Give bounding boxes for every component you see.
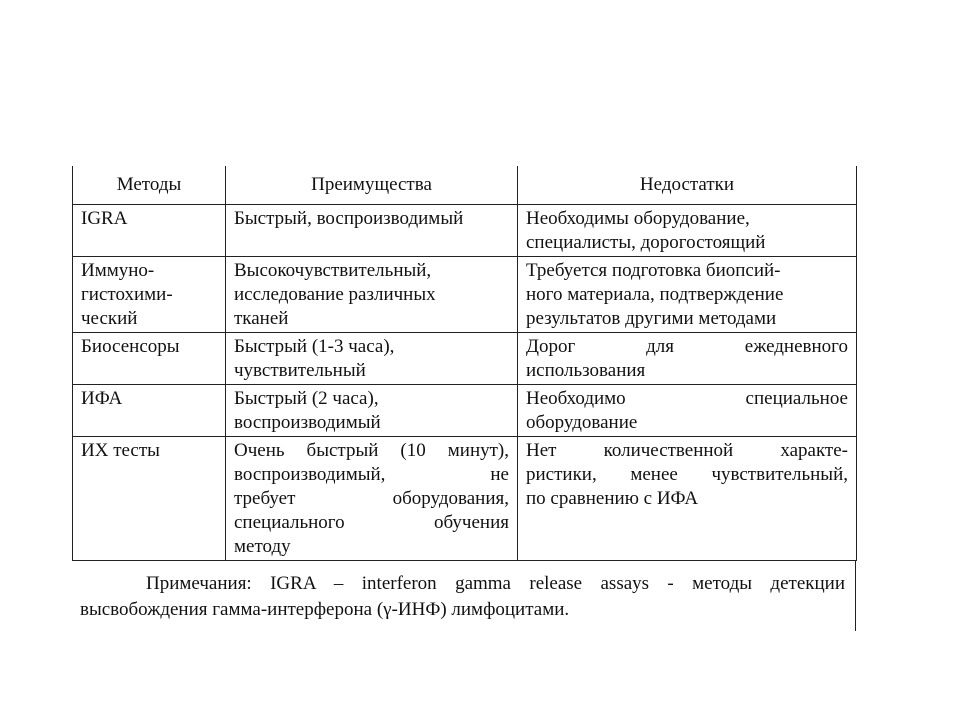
advantages-cell	[226, 257, 518, 333]
cell-text-line: ного материала, подтверждение	[526, 284, 784, 305]
advantages-cell	[226, 385, 518, 437]
cell-text-line: специалисты, дорогостоящий	[526, 232, 766, 253]
cell-text-line: гистохими-	[81, 284, 173, 305]
document-page	[72, 166, 856, 631]
cell-text-line: воспроизводимый, не	[234, 464, 509, 485]
cell-text-line: Необходимо специальное	[526, 388, 848, 409]
cell-text-line: Высокочувствительный,	[234, 260, 432, 281]
cell-text-line: Необходимы оборудование,	[526, 208, 750, 229]
cell-text-line: Нет количественной характе-	[526, 440, 848, 461]
cell-text-line: Дорог для ежедневного	[526, 336, 848, 357]
table-row	[73, 205, 857, 257]
table-row	[73, 385, 857, 437]
cell-text-line: использования	[526, 360, 646, 381]
cell-text-line: Быстрый, воспроизводимый	[234, 208, 464, 229]
advantages-cell	[226, 205, 518, 257]
cell-text-line: ИФА	[81, 388, 123, 409]
disadvantages-cell	[518, 333, 857, 385]
method-cell	[73, 333, 226, 385]
cell-text-line: воспроизводимый	[234, 412, 381, 433]
table-row	[73, 437, 857, 561]
table-header-row	[73, 166, 857, 205]
table-row	[73, 333, 857, 385]
cell-text-line: специального обучения	[234, 512, 509, 533]
method-cell	[73, 437, 226, 561]
cell-text-line: ческий	[81, 308, 138, 329]
cell-text-line: Биосенсоры	[81, 336, 180, 357]
cell-text-line: оборудование	[526, 412, 638, 433]
table-row	[73, 257, 857, 333]
cell-text-line: требует оборудования,	[234, 488, 509, 509]
disadvantages-cell	[518, 385, 857, 437]
header-disadvantages: Недостатки	[518, 166, 857, 205]
cell-text-line: Быстрый (2 часа),	[234, 388, 379, 409]
method-cell	[73, 385, 226, 437]
disadvantages-cell	[518, 437, 857, 561]
cell-text-line: по сравнению с ИФА	[526, 488, 699, 509]
footnote-line-2: высвобождения гамма-интерферона (γ-ИНФ) лимфоцитами.	[80, 599, 570, 620]
advantages-cell	[226, 333, 518, 385]
header-methods: Методы	[73, 166, 226, 205]
cell-text-line: Иммуно-	[81, 260, 155, 281]
method-cell	[73, 205, 226, 257]
methods-comparison-table	[72, 166, 857, 561]
cell-text-line: тканей	[234, 308, 289, 329]
disadvantages-cell	[518, 257, 857, 333]
header-advantages: Преимущества	[226, 166, 518, 205]
cell-text-line: Очень быстрый (10 минут),	[234, 440, 509, 461]
cell-text-line: чувствительный	[234, 360, 366, 381]
footnote-line-1: Примечания: IGRA – interferon gamma release assays - методы детекции	[146, 573, 845, 594]
cell-text-line: ИХ тесты	[81, 440, 160, 461]
cell-text-line: исследование различных	[234, 284, 436, 305]
cell-text-line: ристики, менее чувствительный,	[526, 464, 848, 485]
cell-text-line: результатов другими методами	[526, 308, 777, 329]
cell-text-line: Быстрый (1-3 часа),	[234, 336, 395, 357]
cell-text-line: IGRA	[81, 208, 128, 229]
table-footnote	[72, 561, 856, 631]
method-cell	[73, 257, 226, 333]
advantages-cell	[226, 437, 518, 561]
disadvantages-cell	[518, 205, 857, 257]
cell-text-line: методу	[234, 536, 291, 557]
cell-text-line: Требуется подготовка биопсий-	[526, 260, 781, 281]
